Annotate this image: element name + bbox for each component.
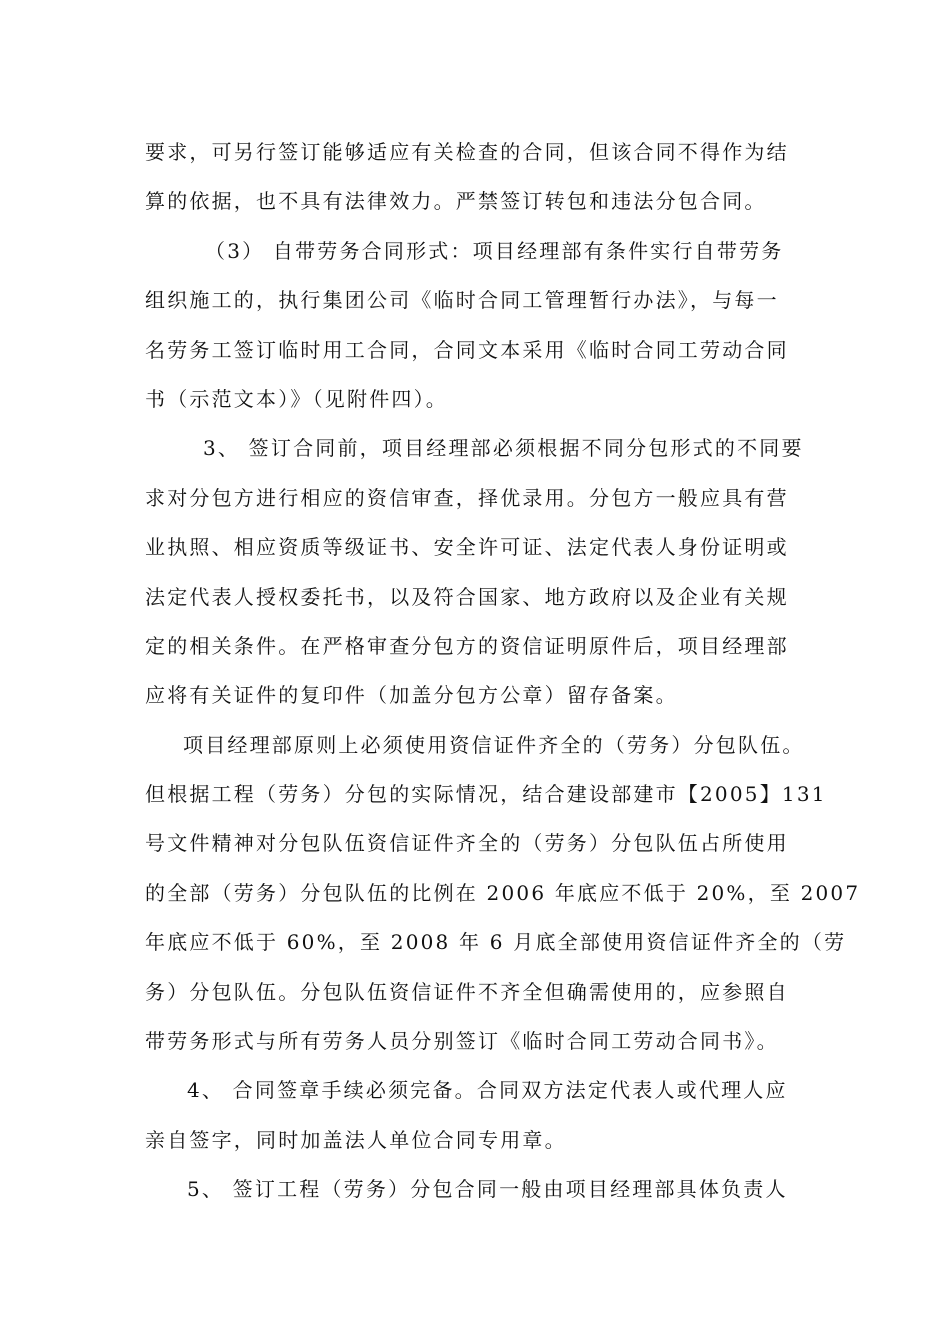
text-line: 求对分包方进行相应的资信审查，择优录用。分包方一般应具有营 bbox=[145, 485, 789, 510]
text-line: （3） 自带劳务合同形式：项目经理部有条件实行自带劳务 bbox=[205, 238, 784, 263]
text-line: 应将有关证件的复印件（加盖分包方公章）留存备案。 bbox=[145, 683, 678, 708]
text-line: 业执照、相应资质等级证书、安全许可证、法定代表人身份证明或 bbox=[145, 535, 789, 560]
document-body bbox=[145, 128, 861, 1215]
text-line: 号文件精神对分包队伍资信证件齐全的（劳务）分包队伍占所使用 bbox=[145, 831, 789, 856]
text-line: 5、 签订工程（劳务）分包合同一般由项目经理部具体负责人 bbox=[187, 1177, 788, 1202]
text-line: 法定代表人授权委托书，以及符合国家、地方政府以及企业有关规 bbox=[145, 584, 789, 609]
text-line: 名劳务工签订临时用工合同，合同文本采用《临时合同工劳动合同 bbox=[145, 337, 789, 362]
text-line: 定的相关条件。在严格审查分包方的资信证明原件后，项目经理部 bbox=[145, 633, 789, 658]
text-line: 年底应不低于 60%，至 2008 年 6 月底全部使用资信证件齐全的（劳 bbox=[145, 930, 847, 955]
text-line: 组织施工的，执行集团公司《临时合同工管理暂行办法》，与每一 bbox=[145, 288, 779, 313]
text-line: 算的依据，也不具有法律效力。严禁签订转包和违法分包合同。 bbox=[145, 189, 767, 214]
text-line: 亲自签字，同时加盖法人单位合同专用章。 bbox=[145, 1127, 567, 1152]
text-line: 要求，可另行签订能够适应有关检查的合同，但该合同不得作为结 bbox=[145, 140, 789, 164]
text-line: 书（示范文本）》（见附件四）。 bbox=[145, 386, 448, 411]
text-line: 4、 合同签章手续必须完备。合同双方法定代表人或代理人应 bbox=[187, 1078, 788, 1103]
text-line: 的全部（劳务）分包队伍的比例在 2006 年底应不低于 20%，至 2007 bbox=[145, 880, 861, 905]
text-line: 但根据工程（劳务）分包的实际情况，结合建设部建市【2005】131 bbox=[145, 782, 827, 807]
text-line: 3、 签订合同前，项目经理部必须根据不同分包形式的不同要 bbox=[203, 436, 804, 461]
text-line: 项目经理部原则上必须使用资信证件齐全的（劳务）分包队伍。 bbox=[183, 732, 805, 757]
text-line: 带劳务形式与所有劳务人员分别签订《临时合同工劳动合同书》。 bbox=[145, 1029, 779, 1054]
text-line: 务）分包队伍。分包队伍资信证件不齐全但确需使用的，应参照自 bbox=[145, 979, 789, 1004]
